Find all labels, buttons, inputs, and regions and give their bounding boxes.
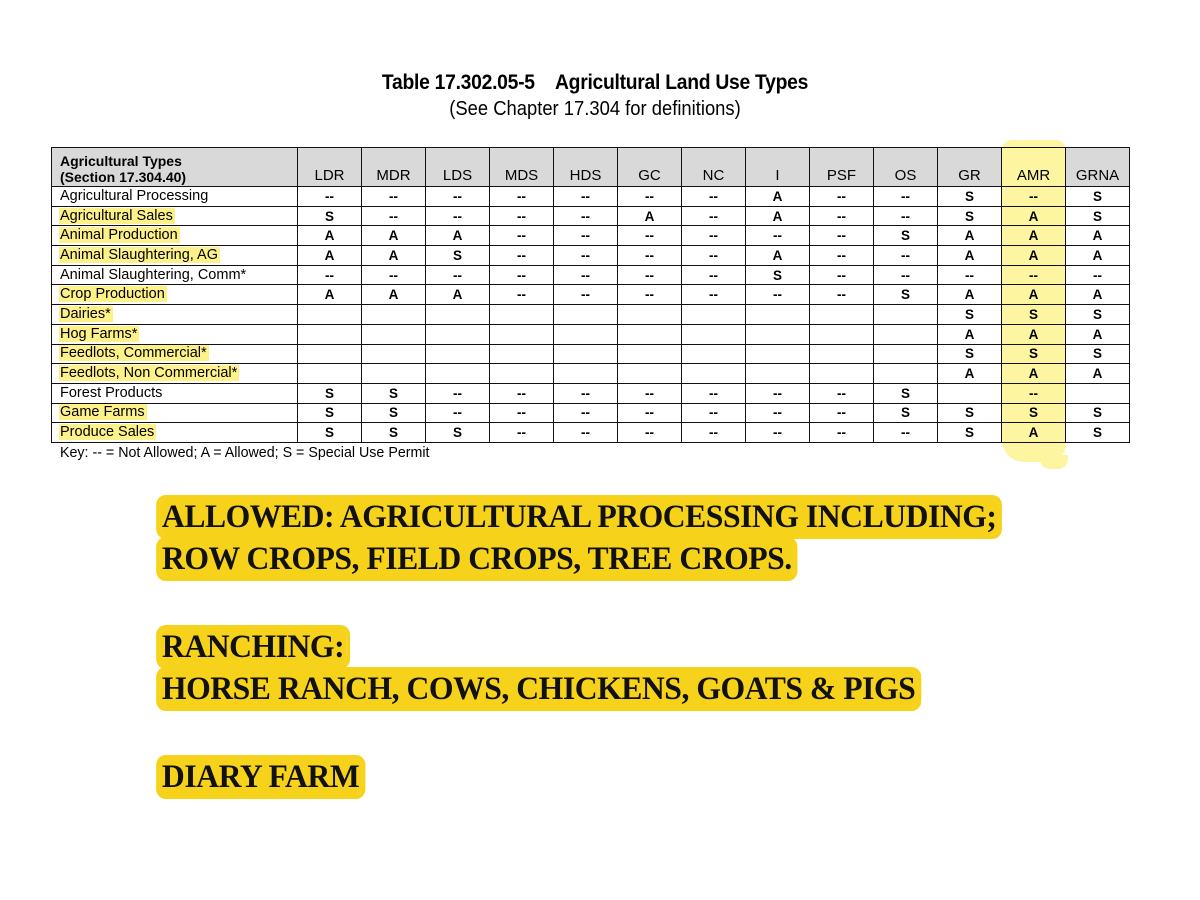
row-label-text: Animal Slaughtering, AG [60,246,218,263]
cell-mdr: S [362,403,426,423]
cell-gr: A [938,285,1002,305]
cell-psf [810,305,874,325]
cell-mds: -- [490,206,554,226]
cell-lds: S [426,423,490,443]
cell-nc: -- [682,226,746,246]
note-line-3 [160,626,998,668]
cell-i: -- [746,403,810,423]
cell-mds [490,364,554,384]
cell-nc: -- [682,265,746,285]
table-name: Agricultural Land Use Types [554,71,809,94]
cell-lds [426,305,490,325]
row-label-text: Forest Products [60,384,163,401]
cell-mdr [362,305,426,325]
cell-os: S [874,285,938,305]
cell-grna: A [1066,246,1130,266]
cell-os: -- [874,265,938,285]
cell-i: -- [746,423,810,443]
cell-lds: -- [426,265,490,285]
amr-column-highlight-tail [1040,455,1068,469]
cell-os: -- [874,206,938,226]
cell-hds: -- [554,187,618,207]
cell-gr: A [938,246,1002,266]
cell-gc: -- [618,246,682,266]
cell-gr: S [938,187,1002,207]
cell-lds [426,364,490,384]
cell-i [746,305,810,325]
cell-mdr: -- [362,187,426,207]
table-title-block [0,68,1190,122]
row-label [52,344,298,364]
cell-mdr: S [362,383,426,403]
table-row [52,187,1130,207]
cell-mdr: -- [362,206,426,226]
cell-ldr: A [298,226,362,246]
cell-i: A [746,187,810,207]
cell-nc [682,305,746,325]
cell-hds: -- [554,226,618,246]
cell-grna: -- [1066,265,1130,285]
cell-hds [554,324,618,344]
cell-os [874,344,938,364]
cell-grna: A [1066,324,1130,344]
table-body [52,187,1130,443]
row-label-text: Agricultural Sales [60,207,173,224]
cell-grna: S [1066,344,1130,364]
cell-mds [490,344,554,364]
row-label [52,305,298,325]
cell-lds: S [426,246,490,266]
cell-grna: A [1066,285,1130,305]
column-header-os: OS [874,148,938,187]
cell-nc [682,344,746,364]
cell-gc: -- [618,285,682,305]
table-row [52,246,1130,266]
cell-gc [618,364,682,384]
cell-amr: -- [1002,383,1066,403]
row-label [52,206,298,226]
handwritten-notes [160,496,1033,798]
cell-hds [554,344,618,364]
cell-hds: -- [554,246,618,266]
cell-hds [554,364,618,384]
row-label [52,324,298,344]
cell-lds [426,344,490,364]
corner-header-line1: Agricultural Types [60,153,182,169]
cell-grna: A [1066,364,1130,384]
cell-lds: A [426,226,490,246]
row-label [52,265,298,285]
cell-mds: -- [490,226,554,246]
row-label-text: Animal Production [60,227,178,244]
cell-os [874,324,938,344]
cell-lds: A [426,285,490,305]
cell-amr: S [1002,403,1066,423]
cell-i: -- [746,285,810,305]
cell-psf: -- [810,265,874,285]
cell-amr: S [1002,344,1066,364]
row-label-text: Dairies* [60,305,111,322]
row-label-text: Hog Farms* [60,325,138,342]
cell-os [874,364,938,384]
cell-grna: A [1066,226,1130,246]
cell-gc: -- [618,226,682,246]
cell-hds: -- [554,285,618,305]
cell-ldr: -- [298,265,362,285]
table-row [52,364,1130,384]
cell-ldr: S [298,423,362,443]
cell-i [746,364,810,384]
cell-mds: -- [490,285,554,305]
cell-psf: -- [810,383,874,403]
cell-lds: -- [426,206,490,226]
cell-amr: A [1002,423,1066,443]
note-line-2-text: ROW CROPS, FIELD CROPS, TREE CROPS. [161,541,792,577]
cell-amr: A [1002,285,1066,305]
row-label-text: Agricultural Processing [60,187,209,204]
cell-gr: A [938,364,1002,384]
cell-psf: -- [810,423,874,443]
table-row [52,344,1130,364]
column-header-mdr: MDR [362,148,426,187]
table-row [52,305,1130,325]
cell-mdr [362,324,426,344]
table-row [52,324,1130,344]
cell-amr: A [1002,364,1066,384]
table-row [52,206,1130,226]
cell-psf [810,344,874,364]
cell-mds: -- [490,423,554,443]
row-label-text: Produce Sales [60,424,155,441]
cell-psf [810,324,874,344]
cell-grna: S [1066,206,1130,226]
cell-ldr: A [298,246,362,266]
note-line-1-text: ALLOWED: AGRICULTURAL PROCESSING INCLUDING; [161,499,997,535]
table-row [52,383,1130,403]
cell-psf: -- [810,226,874,246]
cell-mdr: A [362,226,426,246]
table-row [52,403,1130,423]
cell-mds [490,305,554,325]
table-row [52,265,1130,285]
corner-header [52,148,298,187]
cell-grna: S [1066,423,1130,443]
row-label-text: Game Farms [60,404,145,421]
cell-psf: -- [810,187,874,207]
cell-nc: -- [682,246,746,266]
cell-amr: -- [1002,187,1066,207]
cell-nc: -- [682,403,746,423]
cell-ldr [298,305,362,325]
cell-mdr: -- [362,265,426,285]
cell-gr: A [938,226,1002,246]
note-line-4-text: HORSE RANCH, COWS, CHICKENS, GOATS & PIGS [161,671,916,707]
cell-gc [618,344,682,364]
column-header-mds: MDS [490,148,554,187]
cell-lds: -- [426,403,490,423]
cell-ldr: S [298,383,362,403]
cell-amr: -- [1002,265,1066,285]
cell-gc: -- [618,403,682,423]
cell-amr: S [1002,305,1066,325]
cell-os: -- [874,423,938,443]
cell-psf: -- [810,285,874,305]
cell-grna [1066,383,1130,403]
row-label [52,383,298,403]
cell-gr: -- [938,265,1002,285]
row-label [52,285,298,305]
cell-mds: -- [490,187,554,207]
cell-hds [554,305,618,325]
cell-mdr: S [362,423,426,443]
cell-nc: -- [682,285,746,305]
row-label-text: Feedlots, Commercial* [60,345,207,362]
cell-hds: -- [554,206,618,226]
note-line-5-text: DIARY FARM [161,759,360,795]
column-header-gr: GR [938,148,1002,187]
cell-amr: A [1002,226,1066,246]
column-header-hds: HDS [554,148,618,187]
note-line-4 [160,668,998,710]
cell-mdr [362,344,426,364]
cell-i: S [746,265,810,285]
cell-ldr: S [298,403,362,423]
cell-gr: S [938,305,1002,325]
cell-ldr: A [298,285,362,305]
note-line-1 [160,496,998,538]
note-line-2 [160,538,998,580]
table-row [52,285,1130,305]
cell-nc [682,324,746,344]
table-row [52,226,1130,246]
cell-mds: -- [490,383,554,403]
cell-i: A [746,246,810,266]
cell-i [746,344,810,364]
cell-lds: -- [426,383,490,403]
table-key: Key: -- = Not Allowed; A = Allowed; S = Special Use Permit [60,444,430,461]
cell-os [874,305,938,325]
table-number: Table 17.302.05-5 [381,71,535,94]
cell-lds: -- [426,187,490,207]
cell-gr: A [938,324,1002,344]
cell-nc: -- [682,383,746,403]
cell-lds [426,324,490,344]
cell-mdr: A [362,285,426,305]
note-line-5 [160,756,998,798]
column-header-i: I [746,148,810,187]
cell-mds: -- [490,265,554,285]
cell-gr: S [938,423,1002,443]
cell-os: S [874,226,938,246]
cell-grna: S [1066,187,1130,207]
row-label [52,364,298,384]
table-header-row [52,148,1130,187]
row-label-text: Feedlots, Non Commercial* [60,365,238,382]
cell-nc: -- [682,423,746,443]
cell-os: -- [874,187,938,207]
row-label-text: Animal Slaughtering, Comm* [60,266,247,283]
cell-gr: S [938,403,1002,423]
cell-gc: -- [618,423,682,443]
cell-gc: A [618,206,682,226]
cell-ldr [298,344,362,364]
cell-os: S [874,383,938,403]
column-header-lds: LDS [426,148,490,187]
cell-i: A [746,206,810,226]
cell-gr: S [938,344,1002,364]
cell-grna: S [1066,403,1130,423]
column-header-grna: GRNA [1066,148,1130,187]
cell-mdr: A [362,246,426,266]
cell-gc: -- [618,265,682,285]
note-line-3-text: RANCHING: [161,629,345,665]
row-label [52,226,298,246]
column-header-amr: AMR [1002,148,1066,187]
cell-gc: -- [618,383,682,403]
table-row [52,423,1130,443]
cell-psf: -- [810,403,874,423]
row-label [52,403,298,423]
column-header-nc: NC [682,148,746,187]
cell-mds [490,324,554,344]
row-label [52,423,298,443]
row-label-text: Crop Production [60,286,165,303]
cell-ldr [298,324,362,344]
cell-nc [682,364,746,384]
cell-ldr [298,364,362,384]
cell-psf: -- [810,246,874,266]
column-header-ldr: LDR [298,148,362,187]
cell-mds: -- [490,403,554,423]
land-use-table [51,147,1130,443]
cell-amr: A [1002,246,1066,266]
column-header-psf: PSF [810,148,874,187]
row-label [52,187,298,207]
cell-gc [618,324,682,344]
cell-psf [810,364,874,384]
cell-amr: A [1002,206,1066,226]
cell-ldr: S [298,206,362,226]
table-title [48,68,1143,98]
cell-i: -- [746,383,810,403]
row-label [52,246,298,266]
cell-nc: -- [682,187,746,207]
cell-hds: -- [554,403,618,423]
cell-grna: S [1066,305,1130,325]
cell-ldr: -- [298,187,362,207]
cell-nc: -- [682,206,746,226]
cell-i: -- [746,226,810,246]
column-header-gc: GC [618,148,682,187]
cell-psf: -- [810,206,874,226]
cell-os: -- [874,246,938,266]
cell-hds: -- [554,265,618,285]
table-subtitle: (See Chapter 17.304 for definitions) [449,98,741,120]
corner-header-line2: (Section 17.304.40) [60,169,187,185]
cell-hds: -- [554,383,618,403]
cell-gc [618,305,682,325]
cell-gc: -- [618,187,682,207]
cell-mdr [362,364,426,384]
cell-amr: A [1002,324,1066,344]
cell-gr: S [938,206,1002,226]
cell-os: S [874,403,938,423]
cell-mds: -- [490,246,554,266]
cell-hds: -- [554,423,618,443]
cell-i [746,324,810,344]
cell-gr [938,383,1002,403]
